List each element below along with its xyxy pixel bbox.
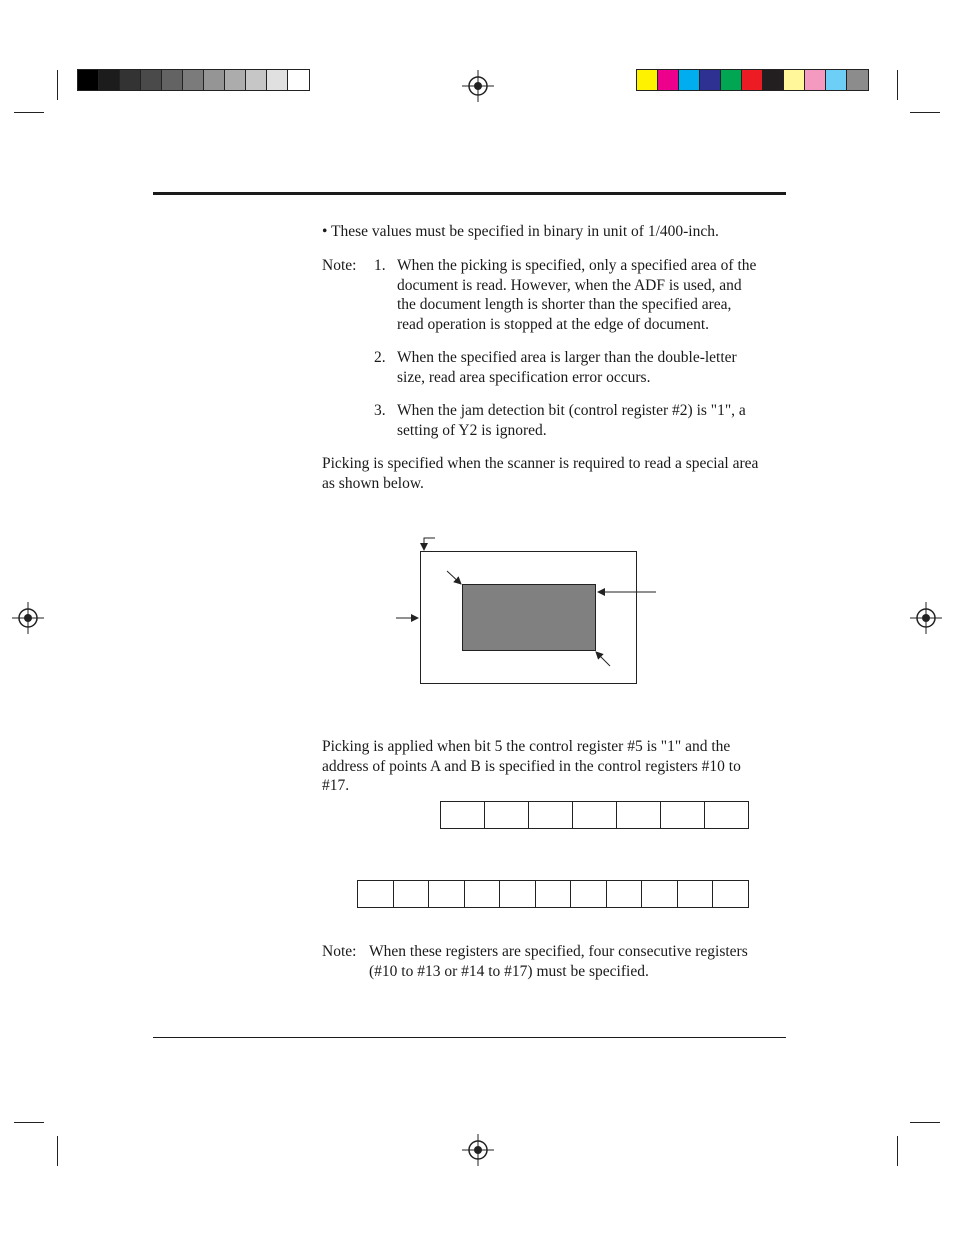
note2-label: Note: (322, 943, 357, 960)
register-cell (441, 802, 485, 828)
note-item-1-text: When the picking is specified, only a specified area of the document is read. However, when the ADF is used, and the document length is shorter than the specified area, read operation is stopped at the edge of document. (397, 257, 757, 333)
origin-pointer (424, 538, 435, 550)
crop-mark (57, 70, 58, 100)
color-swatch (784, 70, 805, 90)
register-cell (705, 802, 748, 828)
registration-mark-top (462, 70, 494, 102)
applied-paragraph: Picking is applied when bit 5 the control register #5 is "1" and the address of points A and B is specified in the control registers #10 to #17. (322, 738, 741, 794)
footer-rule (153, 1037, 786, 1038)
header-rule (153, 192, 786, 195)
register-cell (500, 881, 536, 907)
registration-mark-bottom (462, 1134, 494, 1166)
bullet-paragraph: • These values must be specified in binary in unit of 1/400-inch. (322, 223, 719, 240)
crop-mark (910, 112, 940, 113)
registration-mark-left (12, 602, 44, 634)
color-swatch (847, 70, 868, 90)
crop-mark (57, 1136, 58, 1166)
color-swatch (658, 70, 679, 90)
color-swatch (700, 70, 721, 90)
register-cell (661, 802, 705, 828)
color-swatch (225, 70, 246, 90)
color-swatch (805, 70, 826, 90)
point-a-arrow (447, 571, 461, 584)
register-cell (617, 802, 661, 828)
color-swatch (246, 70, 267, 90)
crop-mark (910, 1122, 940, 1123)
color-swatch (204, 70, 225, 90)
crop-mark (897, 1136, 898, 1166)
color-swatch (141, 70, 162, 90)
register-cell (573, 802, 617, 828)
register-cell (642, 881, 678, 907)
register-cell (465, 881, 501, 907)
picking-area (463, 585, 596, 651)
crop-mark (14, 1122, 44, 1123)
register-cell (485, 802, 529, 828)
register-cell (607, 881, 643, 907)
picking-paragraph: Picking is specified when the scanner is required to read a special area as shown below. (322, 455, 759, 492)
registration-mark-right (910, 602, 942, 634)
register-cell (394, 881, 430, 907)
register-cell (713, 881, 748, 907)
color-swatch (99, 70, 120, 90)
note-item-3: 3. (374, 402, 386, 419)
note-item-2-text: When the specified area is larger than the double-letter size, read area specification error occurs. (397, 349, 737, 386)
point-b-arrow (596, 652, 610, 666)
process-color-bar (636, 69, 869, 91)
register-table-row-2 (357, 880, 749, 908)
picking-area-diagram (390, 530, 670, 690)
grayscale-color-bar (77, 69, 310, 91)
crop-mark (14, 112, 44, 113)
color-swatch (679, 70, 700, 90)
register-cell (529, 802, 573, 828)
note-label: Note: (322, 257, 357, 274)
color-swatch (763, 70, 784, 90)
note2-text: When these registers are specified, four consecutive registers (#10 to #13 or #14 to #17) must be specified. (369, 943, 748, 980)
color-swatch (721, 70, 742, 90)
note-item-2: 2. (374, 349, 386, 366)
note-item-3-text: When the jam detection bit (control register #2) is "1", a setting of Y2 is ignored. (397, 402, 746, 439)
color-swatch (267, 70, 288, 90)
color-swatch (742, 70, 763, 90)
crop-mark (897, 70, 898, 100)
color-swatch (183, 70, 204, 90)
register-cell (358, 881, 394, 907)
register-cell (536, 881, 572, 907)
color-swatch (288, 70, 309, 90)
color-swatch (826, 70, 847, 90)
color-swatch (78, 70, 99, 90)
note-item-1: 1. (374, 257, 386, 274)
register-cell (571, 881, 607, 907)
color-swatch (162, 70, 183, 90)
color-swatch (120, 70, 141, 90)
register-cell (429, 881, 465, 907)
register-cell (678, 881, 714, 907)
color-swatch (637, 70, 658, 90)
register-table-row-1 (440, 801, 749, 829)
